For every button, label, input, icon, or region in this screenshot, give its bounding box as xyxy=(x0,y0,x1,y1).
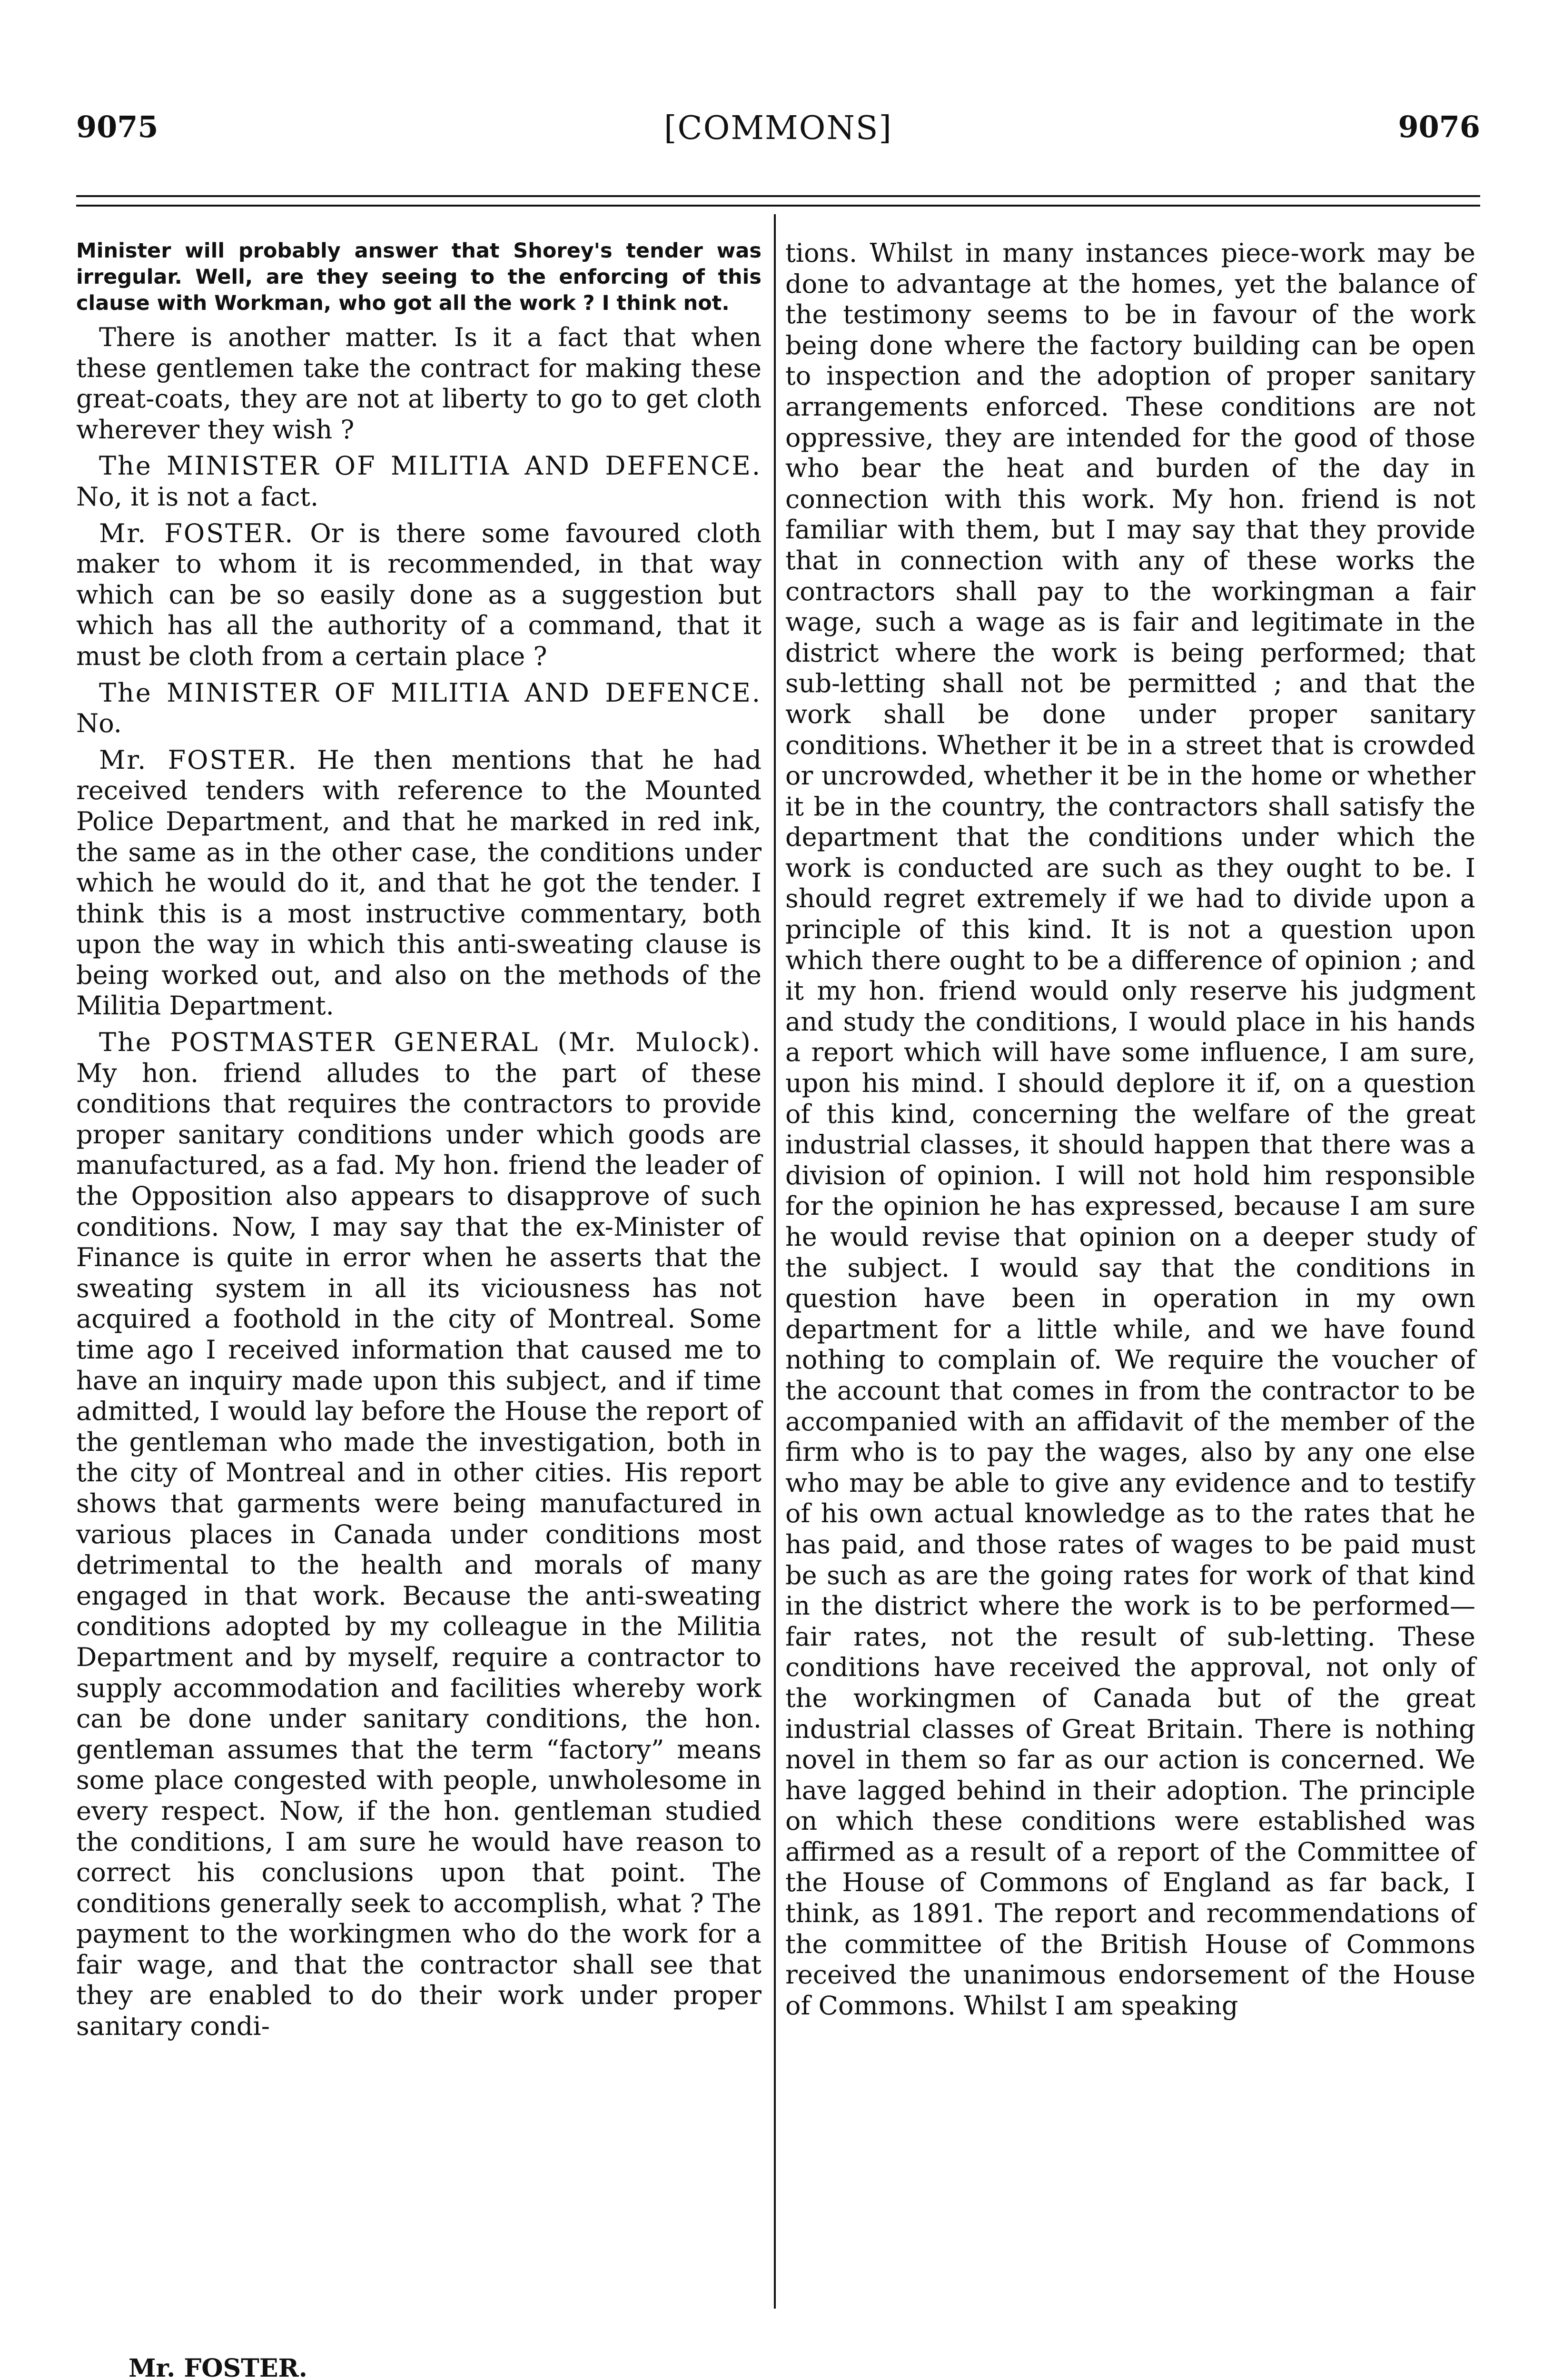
speech-text: Or is there some favoured cloth maker to whom it is recommended, in that way which can be so easily done as a suggestion but which has all the authority of a command, that it must be cloth from a certain place ? xyxy=(76,518,762,671)
speaker-name: The MINISTER OF MILITIA AND DEFENCE. xyxy=(99,677,762,708)
paragraph-quote: Minister will probably answer that Shorey's tender was irregular. Well, are they seeing to the enforcing of this clause with Workman, who got all the work ? I think not. xyxy=(76,239,762,315)
speaker-name: The MINISTER OF MILITIA AND DEFENCE. xyxy=(99,451,762,481)
speech-text: My hon. friend alludes to the part of these conditions that requires the contractors to provide proper sanitary conditions under which goods are manufactured, as a fad. My hon. friend the leader of the Opposition also appears to disapprove of such conditions. Now, I may say that the ex-Minister of Finance is quite in error when he asserts that the sweating system in all its viciousness has not acquired a foothold in the city of Montreal. Some time ago I received information that caused me to have an inquiry made upon this subject, and if time admitted, I would lay before the House the report of the gentleman who made the investigation, both in the city of Montreal and in other cities. His report shows that garments were being manufactured in various places in Canada under conditions most detrimental to the health and morals of many engaged in that work. Because the anti-sweating conditions adopted by my colleague in the Militia Department and by myself, require a contractor to supply accommodation and facilities whereby work can be done under sanitary conditions, the hon. gentleman assumes that the term “factory” means some place congested with people, unwholesome in every respect. Now, if the hon. gentleman studied the conditions, I am sure he would have reason to correct his conclusions upon that point. The conditions generally seek to accomplish, what ? The payment to the workingmen who do the work for a fair wage, and that the contractor shall see that they are enabled to do their work under proper sanitary condi- xyxy=(76,1058,762,2042)
header-rule-top xyxy=(76,195,1480,197)
right-column xyxy=(785,238,1475,2027)
left-column xyxy=(76,238,762,2048)
header-rule-bottom xyxy=(76,205,1480,207)
speech-paragraph xyxy=(76,678,762,739)
page-header xyxy=(76,109,1480,167)
speech-paragraph xyxy=(76,745,762,1021)
speech-paragraph xyxy=(76,451,762,512)
speech-text: He then mentions that he had received tenders with reference to the Mounted Police Department, and that he marked in red ink, the same as in the other case, the conditions under which he would do it, and that he got the tender. I think this is a most instructive commentary, both upon the way in which this anti-sweating clause is being worked out, and also on the methods of the Militia Department. xyxy=(76,744,762,1021)
speech-paragraph xyxy=(76,518,762,672)
running-head: [COMMONS] xyxy=(664,109,892,147)
speaker-name: Mr. FOSTER. xyxy=(99,744,298,775)
page-number-right: 9076 xyxy=(1398,109,1480,144)
footer-speaker: Mr. FOSTER. xyxy=(129,2354,307,2380)
speech-paragraph xyxy=(76,1027,762,2042)
paragraph-continued: tions. Whilst in many instances piece-work may be done to advantage at the homes, yet the balance of the testimony seems to be in favour of the work being done where the factory building can be open to inspection and the adoption of proper sanitary arrangements enforced. These conditions are not oppressive, they are intended for the good of those who bear the heat and burden of the day in connection with this work. My hon. friend is not familiar with them, but I may say that they provide that in connection with any of these works the contractors shall pay to the workingman a fair wage, such a wage as is fair and legitimate in the district where the work is being performed; that sub-letting shall not be permitted ; and that the work shall be done under proper sanitary conditions. Whether it be in a street that is crowded or uncrowded, whether it be in the home or whether it be in the country, the contractors shall satisfy the department that the conditions under which the work is conducted are such as they ought to be. I should regret extremely if we had to divide upon a principle of this kind. It is not a question upon which there ought to be a difference of opinion ; and it my hon. friend would only reserve his judgment and study the conditions, I would place in his hands a report which will have some influence, I am sure, upon his mind. I should deplore it if, on a question of this kind, concerning the welfare of the great industrial classes, it should happen that there was a division of opinion. I will not hold him responsible for the opinion he has expressed, because I am sure he would revise that opinion on a deeper study of the subject. I would say that the conditions in question have been in operation in my own department for a little while, and we have found nothing to complain of. We require the voucher of the account that comes in from the contractor to be accompanied with an affidavit of the member of the firm who is to pay the wages, also by any one else who may be able to give any evidence and to testify of his own actual knowledge as to the rates that he has paid, and those rates of wages to be paid must be such as are the going rates for work of that kind in the district where the work is to be performed—fair rates, not the result of sub-letting. These conditions have received the approval, not only of the workingmen of Canada but of the great industrial classes of Great Britain. There is nothing novel in them so far as our action is concerned. We have lagged behind in their adoption. The principle on which these conditions were established was affirmed as a result of a report of the Committee of the House of Commons of England as far back, I think, as 1891. The report and recommendations of the committee of the British House of Commons received the unanimous endorsement of the House of Commons. Whilst I am speaking xyxy=(785,238,1475,2021)
speaker-name: The POSTMASTER GENERAL (Mr. Mulock). xyxy=(99,1027,762,1058)
speaker-name: Mr. FOSTER. xyxy=(99,518,295,548)
column-divider xyxy=(774,214,776,2309)
paragraph: There is another matter. Is it a fact that when these gentlemen take the contract for making these great-coats, they are not at liberty to go to get cloth wherever they wish ? xyxy=(76,322,762,445)
speech-text: No, it is not a fact. xyxy=(76,481,319,512)
page-number-left: 9075 xyxy=(76,109,158,144)
speech-text: No. xyxy=(76,708,122,739)
